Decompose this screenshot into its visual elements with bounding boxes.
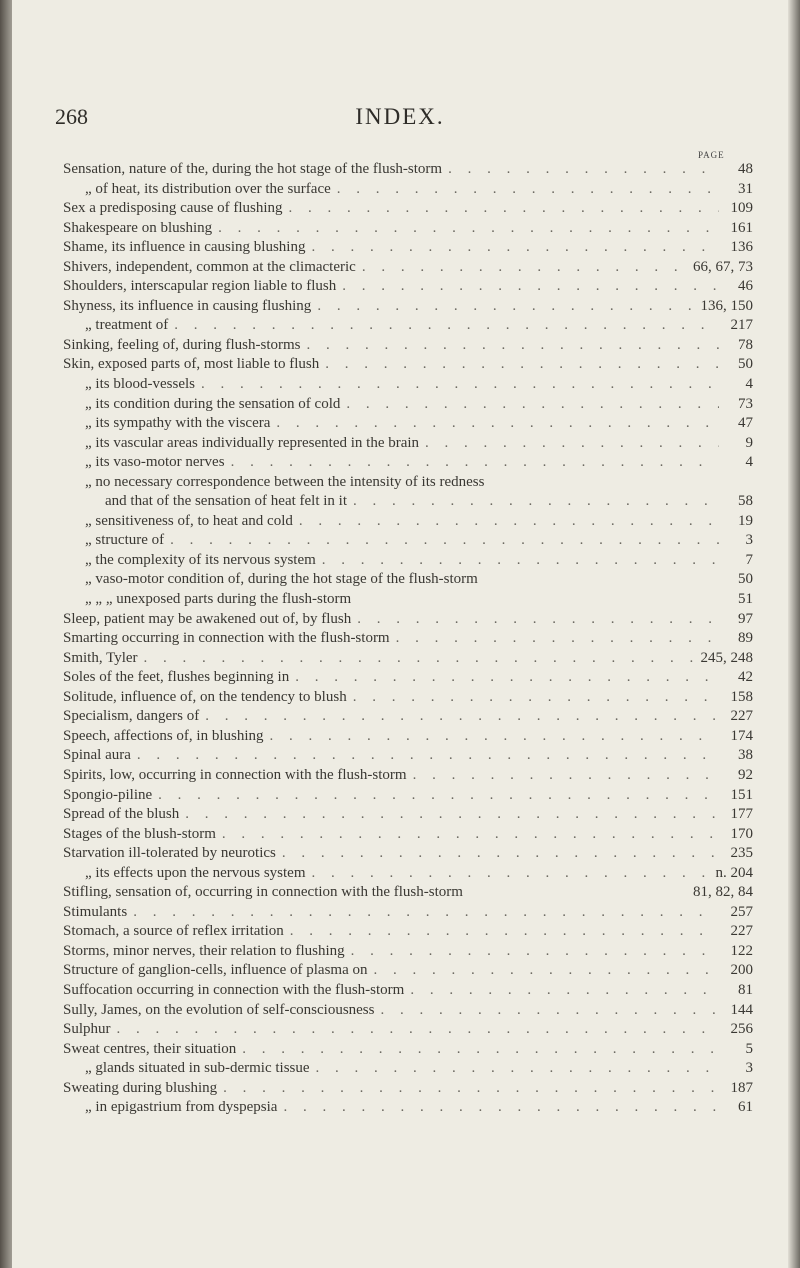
entry-text: Sex a predisposing cause of flushing — [63, 200, 283, 217]
dot-leader — [170, 531, 719, 551]
index-entry — [63, 551, 753, 571]
index-entry — [63, 668, 753, 688]
entry-page-ref: 92 — [738, 766, 753, 783]
entry-text: Sinking, feeling of, during flush-storms — [63, 336, 301, 353]
dot-leader — [410, 981, 719, 1001]
dot-leader — [218, 219, 719, 239]
index-entry — [63, 1020, 753, 1040]
index-entry — [63, 1079, 753, 1099]
dot-leader — [174, 316, 719, 336]
index-entry — [63, 1040, 753, 1060]
entry-page-ref: 235 — [730, 845, 753, 862]
dot-leader — [351, 942, 719, 962]
entry-page-ref: 256 — [730, 1021, 753, 1038]
index-entry — [63, 531, 753, 551]
dot-leader — [342, 277, 719, 297]
index-entry — [63, 727, 753, 747]
dot-leader — [283, 1098, 719, 1118]
entry-page-ref: 61 — [738, 1099, 753, 1116]
dot-leader — [185, 805, 719, 825]
entry-text: „ its blood-vessels — [85, 376, 195, 393]
index-entry — [63, 610, 753, 630]
entry-text: Structure of ganglion-cells, influence of plasma on — [63, 962, 368, 979]
entry-text: Stifling, sensation of, occurring in connection with the flush-storm — [63, 884, 463, 901]
entry-text: „ in epigastrium from dyspepsia — [85, 1099, 278, 1116]
index-entry — [63, 1059, 753, 1079]
index-entry — [63, 375, 753, 395]
dot-leader — [317, 297, 694, 317]
dot-leader — [413, 766, 719, 786]
index-entry — [63, 434, 753, 454]
entry-page-ref: 177 — [730, 806, 753, 823]
entry-page-ref: 174 — [730, 727, 753, 744]
dot-leader — [346, 395, 719, 415]
entry-text: Sensation, nature of the, during the hot stage of the flush-storm — [63, 161, 443, 177]
dot-leader — [396, 629, 719, 649]
entry-page-ref: 81 — [738, 981, 753, 998]
entry-text: Shyness, its influence in causing flushing — [63, 297, 312, 314]
entry-page-ref: 31 — [738, 180, 753, 197]
index-entry — [63, 336, 753, 356]
dot-leader — [448, 160, 719, 180]
entry-page-ref: 227 — [730, 708, 753, 725]
entry-text: „ its condition during the sensation of cold — [85, 395, 341, 412]
dot-leader — [231, 453, 719, 473]
index-entry — [63, 1098, 753, 1118]
entry-text: „ structure of — [85, 532, 165, 549]
dot-leader — [242, 1040, 719, 1060]
index-entry — [63, 746, 753, 766]
entry-page-ref: 217 — [730, 317, 753, 334]
page-header — [0, 104, 800, 134]
index-entry — [63, 199, 753, 219]
entry-page-ref: 5 — [745, 1040, 753, 1057]
entry-text: Spongio-piline — [63, 786, 153, 803]
dot-leader — [201, 375, 719, 395]
dot-leader — [311, 238, 719, 258]
page-title: INDEX. — [355, 104, 445, 129]
entry-page-ref: 187 — [730, 1079, 753, 1096]
entry-page-ref: 97 — [738, 610, 753, 627]
index-entry — [63, 219, 753, 239]
entry-text: Sleep, patient may be awakened out of, by flush — [63, 610, 352, 627]
page-column-heading: PAGE — [698, 150, 725, 160]
entry-text: Shakespeare on blushing — [63, 219, 213, 236]
entry-text: Starvation ill-tolerated by neurotics — [63, 845, 276, 862]
dot-leader — [306, 336, 719, 356]
dot-leader — [137, 746, 719, 766]
index-entry — [63, 238, 753, 258]
entry-text: and that of the sensation of heat felt in it — [105, 493, 348, 510]
dot-leader — [144, 649, 695, 669]
dot-leader — [353, 492, 719, 512]
entry-page-ref: 109 — [730, 200, 753, 217]
entry-text: „ sensitiveness of, to heat and cold — [85, 512, 293, 529]
entry-text: Specialism, dangers of — [63, 708, 200, 725]
entry-text: Shivers, independent, common at the climacteric — [63, 258, 356, 275]
index-entry — [63, 922, 753, 942]
entry-page-ref: 58 — [738, 493, 753, 510]
entry-text: Shame, its influence in causing blushing — [63, 239, 306, 256]
entry-page-ref: 136 — [730, 239, 753, 256]
entry-text: Skin, exposed parts of, most liable to flush — [63, 356, 320, 373]
index-entry — [63, 707, 753, 727]
dot-leader — [223, 1079, 719, 1099]
entry-page-ref: 200 — [730, 962, 753, 979]
entry-page-ref: 136, 150 — [700, 297, 753, 314]
entry-page-ref: 50 — [738, 356, 753, 373]
entry-text: Speech, affections of, in blushing — [63, 727, 264, 744]
entry-page-ref: 161 — [730, 219, 753, 236]
entry-text: „ its effects upon the nervous system — [85, 864, 306, 881]
index-entry — [63, 258, 753, 278]
entry-page-ref: 4 — [745, 454, 753, 471]
entry-text: Storms, minor nerves, their relation to flushing — [63, 942, 345, 959]
entry-page-ref: 50 — [738, 571, 753, 588]
entry-text: Sweating during blushing — [63, 1079, 218, 1096]
dot-leader — [325, 355, 719, 375]
page-edge-shadow — [788, 0, 800, 1268]
entry-text: „ treatment of — [85, 317, 169, 334]
index-entry — [63, 180, 753, 200]
index-entry — [63, 1001, 753, 1021]
index-entry — [63, 297, 753, 317]
index-entries — [63, 160, 753, 1118]
entry-text: Shoulders, interscapular region liable to flush — [63, 278, 337, 295]
index-entry — [63, 942, 753, 962]
index-entry — [63, 903, 753, 923]
index-entry — [63, 453, 753, 473]
entry-text: Stomach, a source of reflex irritation — [63, 923, 284, 940]
entry-page-ref: 81, 82, 84 — [693, 884, 753, 901]
index-entry — [63, 492, 753, 512]
entry-text: „ „ „ unexposed parts during the flush-storm — [85, 591, 352, 608]
index-entry — [63, 825, 753, 845]
entry-page-ref: 47 — [738, 415, 753, 432]
entry-page-ref: 73 — [738, 395, 753, 412]
index-entry — [63, 395, 753, 415]
dot-leader — [276, 414, 719, 434]
entry-page-ref: 158 — [730, 688, 753, 705]
dot-leader — [295, 668, 719, 688]
index-entry — [63, 649, 753, 669]
entry-text: „ no necessary correspondence between the intensity of its redness — [85, 473, 485, 490]
entry-text: Sweat centres, their situation — [63, 1040, 237, 1057]
index-entry — [63, 864, 753, 884]
entry-page-ref: 3 — [745, 1060, 753, 1077]
dot-leader — [117, 1020, 719, 1040]
entry-page-ref: 122 — [730, 942, 753, 959]
dot-leader — [290, 922, 719, 942]
entry-text: Spirits, low, occurring in connection with the flush-storm — [63, 766, 407, 783]
dot-leader — [270, 727, 719, 747]
dot-leader — [299, 512, 719, 532]
entry-text: Sulphur — [63, 1021, 111, 1038]
dot-leader — [205, 707, 719, 727]
dot-leader — [312, 864, 710, 884]
index-entry — [63, 981, 753, 1001]
dot-leader — [380, 1001, 719, 1021]
dot-leader — [353, 688, 719, 708]
entry-text: Stages of the blush-storm — [63, 825, 216, 842]
entry-page-ref: 48 — [738, 161, 753, 177]
entry-text: Suffocation occurring in connection with the flush-storm — [63, 981, 405, 998]
entry-text: Solitude, influence of, on the tendency to blush — [63, 688, 347, 705]
entry-page-ref: 78 — [738, 336, 753, 353]
index-entry — [63, 570, 753, 590]
dot-leader — [158, 786, 719, 806]
entry-text: Spinal aura — [63, 747, 131, 764]
entry-text: „ the complexity of its nervous system — [85, 551, 316, 568]
entry-text: Spread of the blush — [63, 806, 180, 823]
index-entry — [63, 688, 753, 708]
index-entry — [63, 844, 753, 864]
entry-page-ref: 46 — [738, 278, 753, 295]
index-entry — [63, 160, 753, 180]
dot-leader — [374, 961, 720, 981]
dot-leader — [362, 258, 687, 278]
entry-page-ref: n. 204 — [715, 864, 753, 881]
index-entry — [63, 961, 753, 981]
index-entry — [63, 629, 753, 649]
entry-page-ref: 66, 67, 73 — [693, 258, 753, 275]
index-entry — [63, 414, 753, 434]
dot-leader — [425, 434, 719, 454]
entry-page-ref: 51 — [738, 591, 753, 608]
index-entry — [63, 766, 753, 786]
dot-leader — [322, 551, 719, 571]
entry-page-ref: 245, 248 — [700, 649, 753, 666]
entry-text: Stimulants — [63, 903, 128, 920]
index-entry — [63, 316, 753, 336]
index-entry — [63, 277, 753, 297]
dot-leader — [133, 903, 719, 923]
entry-page-ref: 38 — [738, 747, 753, 764]
dot-leader — [337, 180, 719, 200]
entry-text: „ its sympathy with the viscera — [85, 415, 271, 432]
page-number: 268 — [55, 104, 88, 129]
dot-leader — [316, 1059, 719, 1079]
entry-page-ref: 4 — [745, 376, 753, 393]
entry-page-ref: 89 — [738, 630, 753, 647]
entry-text: „ of heat, its distribution over the surface — [85, 180, 331, 197]
entry-text: Soles of the feet, flushes beginning in — [63, 669, 290, 686]
entry-page-ref: 227 — [730, 923, 753, 940]
entry-text: „ its vaso-motor nerves — [85, 454, 225, 471]
entry-text: „ glands situated in sub-dermic tissue — [85, 1060, 310, 1077]
entry-page-ref: 3 — [745, 532, 753, 549]
entry-page-ref: 42 — [738, 669, 753, 686]
dot-leader — [357, 610, 719, 630]
dot-leader — [222, 825, 719, 845]
entry-text: Smith, Tyler — [63, 649, 138, 666]
entry-text: „ vaso-motor condition of, during the hot stage of the flush-storm — [85, 571, 478, 588]
entry-text: „ its vascular areas individually represented in the brain — [85, 434, 420, 451]
entry-page-ref: 19 — [738, 512, 753, 529]
entry-page-ref: 7 — [745, 551, 753, 568]
index-entry — [63, 355, 753, 375]
index-entry — [63, 805, 753, 825]
entry-page-ref: 144 — [730, 1001, 753, 1018]
entry-text: Sully, James, on the evolution of self-consciousness — [63, 1001, 375, 1018]
index-entry — [63, 512, 753, 532]
index-entry — [63, 883, 753, 903]
dot-leader — [289, 199, 719, 219]
index-entry — [63, 786, 753, 806]
entry-page-ref: 257 — [730, 903, 753, 920]
index-entry — [63, 590, 753, 610]
entry-page-ref: 151 — [730, 786, 753, 803]
entry-page-ref: 170 — [730, 825, 753, 842]
index-entry — [63, 473, 753, 493]
dot-leader — [282, 844, 719, 864]
entry-text: Smarting occurring in connection with the flush-storm — [63, 630, 390, 647]
entry-page-ref: 9 — [745, 434, 753, 451]
